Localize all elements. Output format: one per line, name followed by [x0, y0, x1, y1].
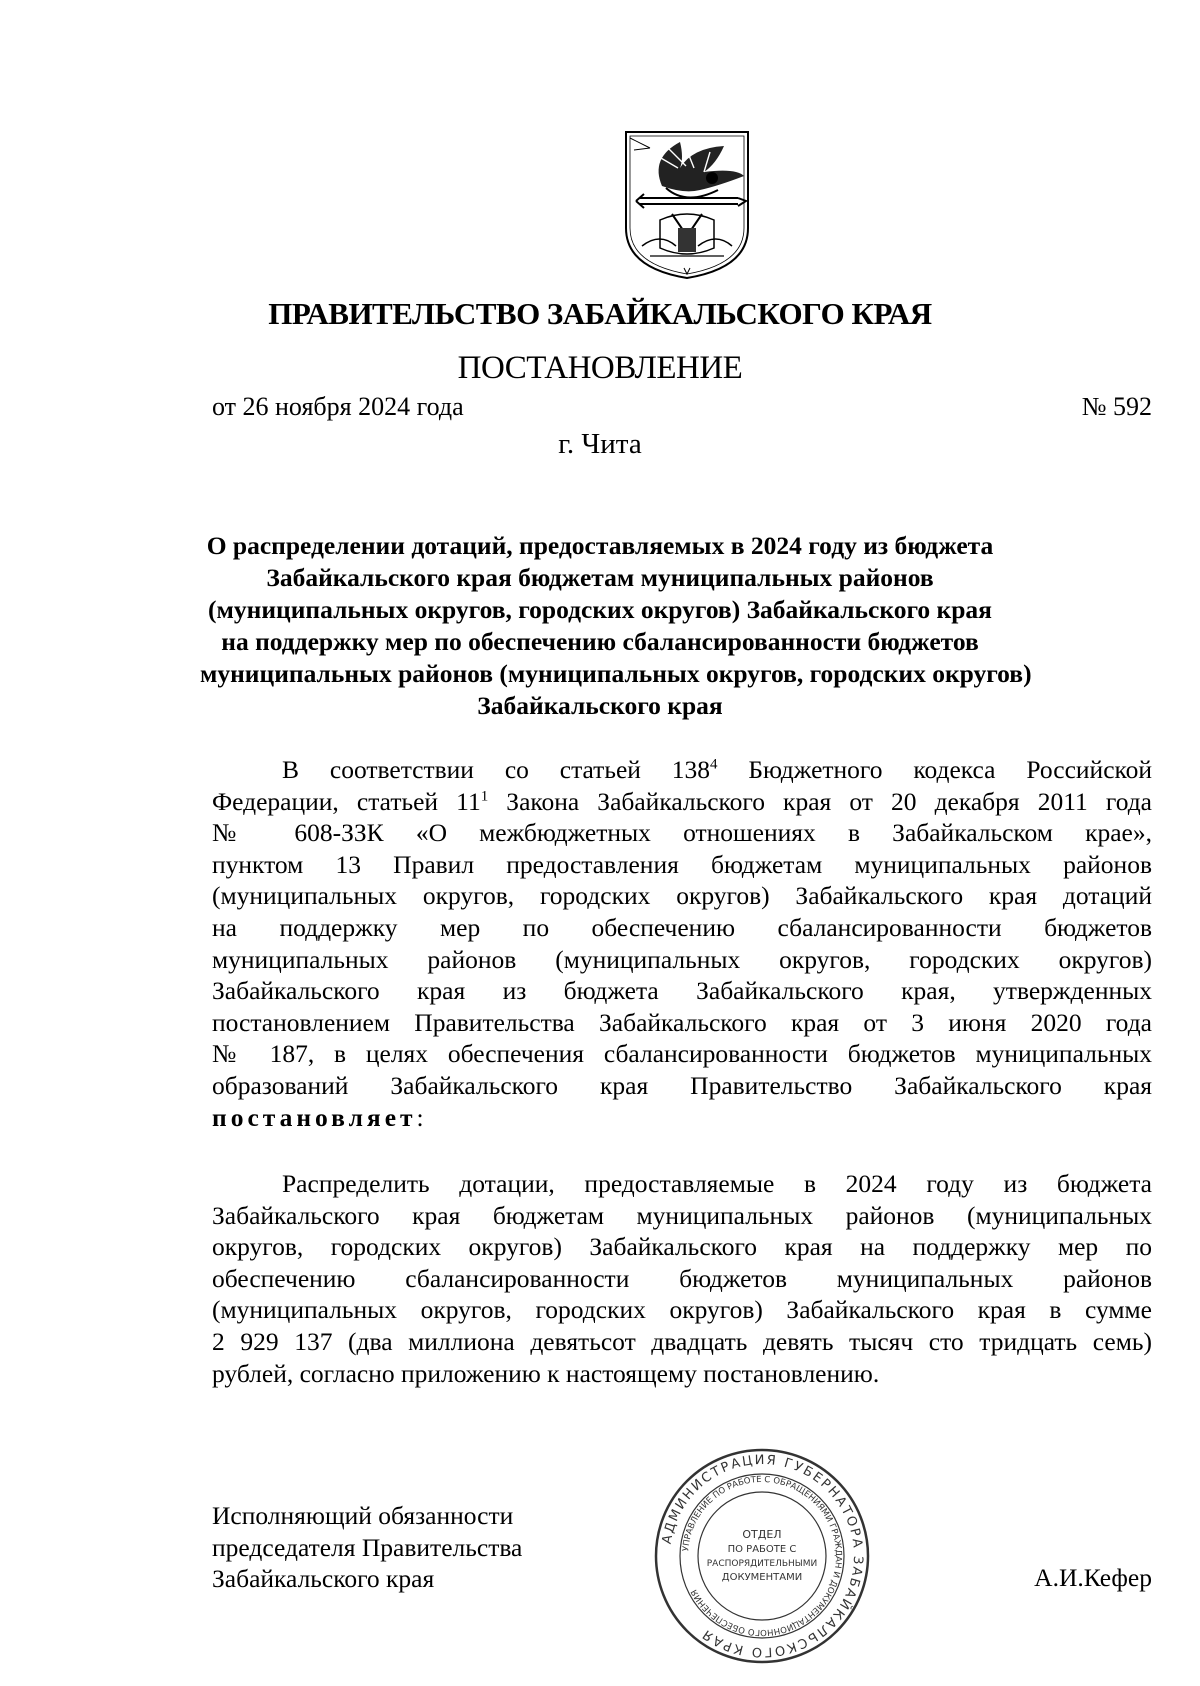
decree-word: постановляет: [212, 1102, 417, 1132]
stamp-inner-text: УПРАВЛЕНИЕ ПО РАБОТЕ С ОБРАЩЕНИЯМИ ГРАЖДАН И ДОКУМЕНТАЦИОННОГО ОБЕСПЕЧЕНИЯ: [681, 1474, 844, 1638]
preamble-line: пунктом 13 Правил предоставления бюджетам муниципальных районов: [212, 849, 1152, 879]
preamble-text: В соответствии со статьей 138: [282, 755, 711, 784]
preamble-line: [212, 786, 1152, 818]
preamble-line: Забайкальского края из бюджета Забайкальского края, утвержденных: [212, 976, 1152, 1006]
preamble-line: [212, 1102, 1152, 1134]
signer-position-line: председателя Правительства: [212, 1532, 523, 1562]
preamble-text: Бюджетного кодекса Российской: [717, 755, 1152, 784]
title-line: Забайкальского края бюджетам муниципальных районов: [266, 563, 934, 592]
coat-of-arms-icon: [620, 128, 754, 280]
resolution-line: 2 929 137 (два миллиона девятьсот двадцать девять тысяч сто тридцать семь): [212, 1326, 1152, 1356]
signer-position-line: Исполняющий обязанности: [212, 1501, 514, 1530]
signer-name: А.И.Кефер: [1034, 1563, 1152, 1592]
preamble-paragraph: [212, 754, 1152, 1133]
preamble-line: образований Забайкальского края Правительство Забайкальского края: [212, 1070, 1152, 1100]
resolution-line: (муниципальных округов, городских округов) Забайкальского края в сумме: [212, 1295, 1152, 1325]
stamp-center-line: ОТДЕЛ: [742, 1528, 782, 1541]
resolution-line: обеспечению сбалансированности бюджетов муниципальных районов: [212, 1263, 1152, 1293]
preamble-text: Закона Забайкальского края от 20 декабря 2011 года: [488, 786, 1152, 816]
resolution-line: Забайкальского края бюджетам муниципальных районов (муниципальных: [212, 1200, 1152, 1230]
stamp-center-line: ПО РАБОТЕ С: [727, 1544, 797, 1555]
resolution-line: Распределить дотации, предоставляемые в 2024 году из бюджета: [282, 1169, 1152, 1198]
preamble-line: [212, 754, 1152, 786]
organization-name: ПРАВИТЕЛЬСТВО ЗАБАЙКАЛЬСКОГО КРАЯ: [268, 296, 932, 331]
document-title: [200, 530, 1032, 722]
preamble-line: № 608-ЗЗК «О межбюджетных отношениях в Забайкальском крае»,: [212, 818, 1152, 848]
signer-position-line: Забайкальского края: [212, 1564, 435, 1594]
article-superscript: 4: [710, 756, 718, 773]
title-line: на поддержку мер по обеспечению сбалансированности бюджетов: [221, 627, 979, 656]
stamp-outer-text: АДМИНИСТРАЦИЯ ГУБЕРНАТОРА ЗАБАЙКАЛЬСКОГО КРАЯ: [659, 1452, 866, 1660]
stamp-center-line: РАСПОРЯДИТЕЛЬНЫМИ: [706, 1559, 818, 1569]
round-stamp-icon: [652, 1446, 872, 1666]
preamble-line: на поддержку мер по обеспечению сбалансированности бюджетов: [212, 912, 1152, 942]
title-line: Забайкальского края: [477, 691, 723, 720]
resolution-line: рублей, согласно приложению к настоящему постановлению.: [212, 1358, 880, 1388]
title-line: О распределении дотаций, предоставляемых в 2024 году из бюджета: [206, 531, 994, 560]
preamble-line: муниципальных районов (муниципальных округов, городских округов): [212, 944, 1152, 974]
preamble-text: Федерации, статьей 11: [212, 786, 481, 816]
preamble-line: постановлением Правительства Забайкальского края от 3 июня 2020 года: [212, 1007, 1152, 1037]
document-date: от 26 ноября 2024 года: [212, 392, 464, 421]
preamble-line: (муниципальных округов, городских округов) Забайкальского края дотаций: [212, 881, 1152, 911]
document-number: № 592: [1081, 392, 1152, 421]
title-line: (муниципальных округов, городских округов) Забайкальского края: [208, 595, 992, 624]
document-type: ПОСТАНОВЛЕНИЕ: [457, 350, 743, 386]
article-superscript: 1: [480, 788, 489, 805]
stamp-center-line: ДОКУМЕНТАМИ: [721, 1572, 803, 1583]
resolution-paragraph: [212, 1168, 1152, 1389]
resolution-line: округов, городских округов) Забайкальского края на поддержку мер по: [212, 1232, 1152, 1262]
svg-text:УПРАВЛЕНИЕ ПО РАБОТЕ С ОБРАЩЕН: [681, 1475, 843, 1637]
decree-colon: :: [416, 1102, 424, 1132]
document-city: г. Чита: [558, 428, 642, 460]
preamble-line: № 187, в целях обеспечения сбалансированности бюджетов муниципальных: [212, 1039, 1152, 1069]
title-line: муниципальных районов (муниципальных округов, городских округов): [200, 659, 1032, 688]
signer-position: [212, 1500, 522, 1595]
